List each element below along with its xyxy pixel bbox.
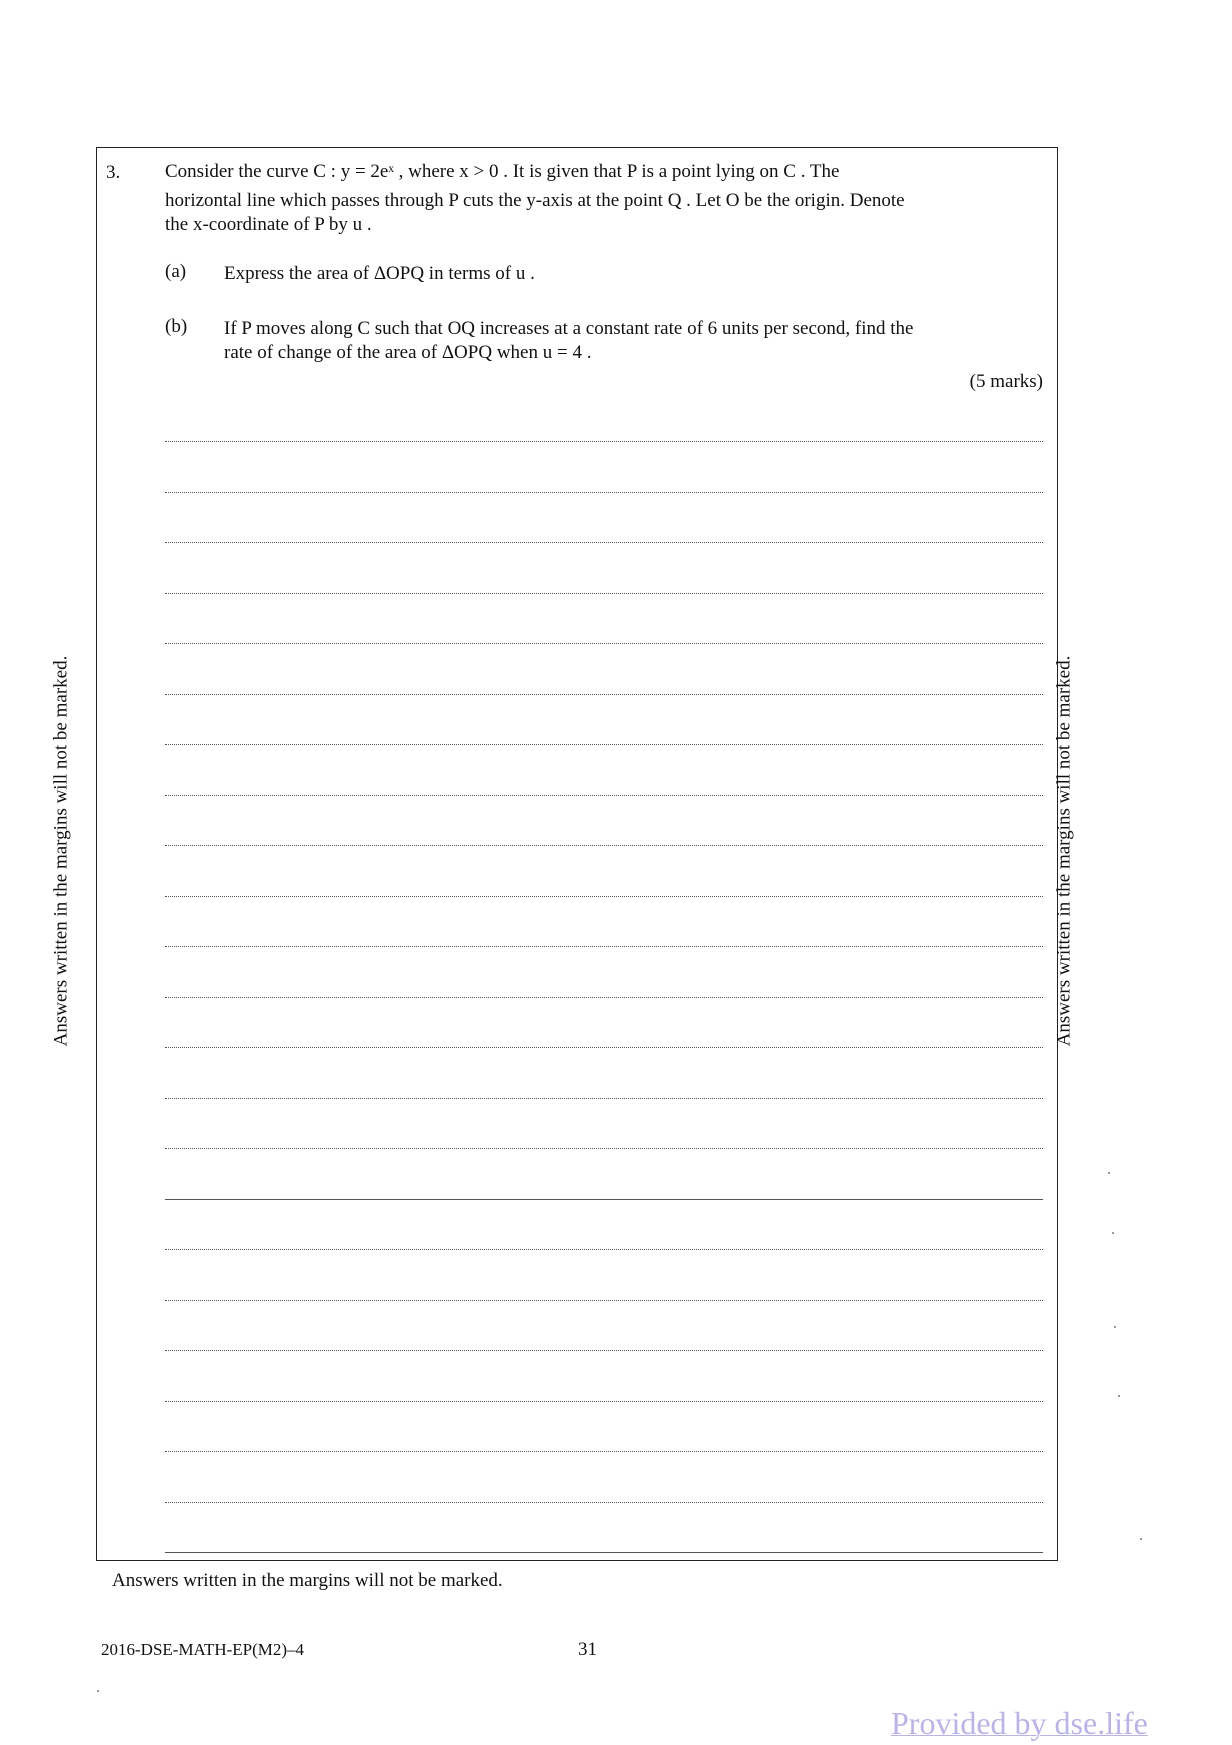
- answer-line[interactable]: [165, 946, 1043, 947]
- answer-line[interactable]: [165, 1300, 1043, 1301]
- answer-line[interactable]: [165, 492, 1043, 493]
- page-number: 31: [578, 1639, 597, 1660]
- answer-line[interactable]: [165, 1350, 1043, 1351]
- answer-line[interactable]: [165, 593, 1043, 594]
- answer-line[interactable]: [165, 643, 1043, 644]
- part-a-text: Express the area of ΔOPQ in terms of u .: [224, 263, 535, 284]
- answer-line[interactable]: [165, 1148, 1043, 1149]
- scan-speck: [1108, 1172, 1110, 1174]
- question-intro-line-3: the x-coordinate of P by u .: [165, 214, 372, 235]
- answer-line[interactable]: [165, 1249, 1043, 1250]
- question-intro-line-1: Consider the curve C : y = 2eˣ , where x > 0 . It is given that P is a point lying on C . The: [165, 161, 840, 182]
- answer-line[interactable]: [165, 1047, 1043, 1048]
- scan-speck: [1118, 1395, 1120, 1397]
- left-margin-note: Answers written in the margins will not be marked.: [50, 655, 72, 1047]
- question-intro-line-2: horizontal line which passes through P cuts the y-axis at the point Q . Let O be the origin. Denote: [165, 190, 905, 211]
- bottom-margin-note: Answers written in the margins will not be marked.: [112, 1570, 503, 1591]
- answer-line[interactable]: [165, 694, 1043, 695]
- answer-line[interactable]: [165, 1098, 1043, 1099]
- answer-line[interactable]: [165, 744, 1043, 745]
- answer-line[interactable]: [165, 1199, 1043, 1200]
- answer-line[interactable]: [165, 997, 1043, 998]
- answer-line[interactable]: [165, 1552, 1043, 1553]
- answer-line[interactable]: [165, 1451, 1043, 1452]
- part-b-label: (b): [165, 316, 188, 337]
- scan-speck: [1114, 1326, 1116, 1328]
- part-b-line-2: rate of change of the area of ΔOPQ when u = 4 .: [224, 342, 592, 363]
- answer-line[interactable]: [165, 542, 1043, 543]
- marks-label: (5 marks): [969, 371, 1043, 392]
- paper-code: 2016-DSE-MATH-EP(M2)–4: [101, 1640, 305, 1659]
- answer-line[interactable]: [165, 1401, 1043, 1402]
- scan-speck: [97, 1690, 99, 1692]
- answer-line[interactable]: [165, 896, 1043, 897]
- question-number: 3.: [106, 162, 121, 183]
- answer-line[interactable]: [165, 441, 1043, 442]
- right-margin-note: Answers written in the margins will not be marked.: [1053, 655, 1075, 1047]
- part-b-line-1: If P moves along C such that OQ increases at a constant rate of 6 units per second, find the: [224, 318, 914, 339]
- part-a-label: (a): [165, 261, 187, 282]
- answer-line[interactable]: [165, 845, 1043, 846]
- scan-speck: [1140, 1538, 1142, 1540]
- scan-speck: [1112, 1232, 1114, 1234]
- answer-line[interactable]: [165, 1502, 1043, 1503]
- answer-line[interactable]: [165, 795, 1043, 796]
- watermark-link[interactable]: Provided by dse.life: [891, 1705, 1148, 1741]
